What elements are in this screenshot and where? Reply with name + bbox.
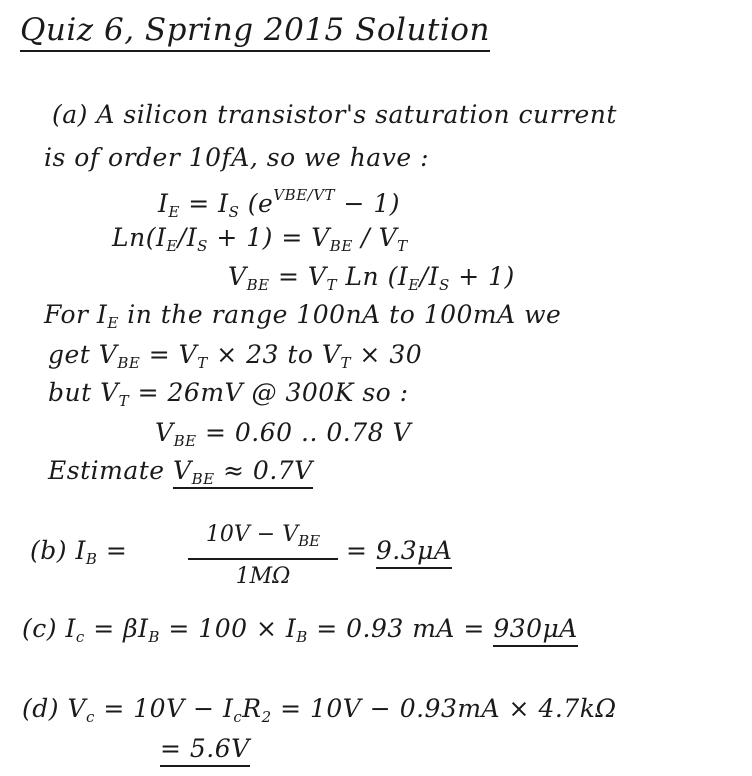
eq2-a: Ln(I: [112, 223, 167, 252]
eq2-c: + 1) = V: [207, 223, 330, 252]
line7-d: × 30: [350, 340, 423, 369]
part-c-d: = 0.93 mA =: [307, 614, 494, 643]
eq1-exponent: VBE/VT: [273, 186, 336, 204]
part-a-line-6: [44, 300, 561, 338]
part-c-a: (c) I: [22, 614, 76, 643]
part-b-result: 9.3μA: [376, 536, 453, 569]
estimate-b-sub: BE: [191, 470, 215, 488]
numerator-text: 10V − V: [205, 522, 299, 547]
part-c-a-sub: c: [75, 628, 85, 646]
eq1-mid-sub: S: [228, 203, 240, 221]
eq2-b: /I: [177, 223, 198, 252]
part-c-b-sub: B: [148, 628, 160, 646]
part-c-c-sub: B: [296, 628, 308, 646]
estimate-label: Estimate: [48, 456, 174, 485]
line7-b: = V: [140, 340, 198, 369]
eq3-e: + 1): [449, 262, 515, 291]
eq1-tail: − 1): [335, 189, 401, 218]
part-a-line-1: (a) A silicon transistor's saturation current: [52, 100, 617, 129]
eq3-b-sub: T: [326, 276, 337, 294]
eq2-d: / V: [352, 223, 398, 252]
eq3-c: Ln (I: [336, 262, 409, 291]
part-a-line-8: [48, 378, 409, 416]
line7-b-sub: T: [197, 354, 208, 372]
part-d-result-line: [160, 734, 250, 764]
part-a-line-2: is of order 10fA, so we have :: [44, 143, 429, 172]
equation-ln: [112, 223, 408, 261]
eq1-rest: (e: [239, 189, 274, 218]
line9-a: V: [155, 418, 174, 447]
fraction-denominator: 1MΩ: [235, 564, 291, 589]
part-b-eq: =: [97, 536, 128, 565]
part-d-b-sub: c: [233, 708, 243, 726]
part-b-result-eq: =: [346, 536, 368, 565]
line8-b: = 26mV @ 300K so :: [129, 378, 409, 407]
part-c-c: = 100 × I: [159, 614, 297, 643]
eq1-lhs: I: [158, 189, 169, 218]
line6-a: For I: [44, 300, 108, 329]
line7-a-sub: BE: [117, 354, 141, 372]
eq2-b-sub: S: [197, 237, 208, 255]
part-a-line-9: [155, 418, 411, 456]
page-title: Quiz 6, Spring 2015 Solution: [20, 12, 490, 52]
part-c-line: [22, 614, 578, 652]
part-d-d: = 10V − 0.93mA × 4.7kΩ: [271, 694, 617, 723]
eq2-c-sub: BE: [329, 237, 353, 255]
part-b-label: [30, 536, 127, 574]
part-d-line: [22, 694, 617, 732]
part-b-label-sub: B: [85, 550, 98, 568]
part-c-b: = βI: [84, 614, 149, 643]
part-d-result: = 5.6V: [160, 734, 250, 767]
eq3-d: /I: [419, 262, 439, 291]
line7-a: get V: [48, 340, 118, 369]
part-a-line-7: [48, 340, 422, 378]
estimate-b: V: [173, 456, 192, 485]
numerator-sub: BE: [298, 532, 321, 550]
eq2-a-sub: E: [166, 237, 178, 255]
estimate-result: [173, 456, 313, 489]
fraction-numerator: [188, 522, 338, 560]
line8-a: but V: [48, 378, 119, 407]
part-d-b: = 10V − I: [94, 694, 234, 723]
part-d-a-sub: c: [86, 708, 95, 726]
part-b-fraction: [188, 522, 338, 590]
line7-c: × 23 to V: [207, 340, 341, 369]
line6-a-sub: E: [107, 314, 119, 332]
estimate-c: ≈ 0.7V: [214, 456, 313, 485]
part-d-c-sub: 2: [261, 708, 272, 726]
part-d-c: R: [242, 694, 262, 723]
estimate-line: [48, 456, 313, 494]
eq2-d-sub: T: [397, 237, 408, 255]
part-d-a: (d) V: [22, 694, 87, 723]
line6-b: in the range 100nA to 100mA we: [118, 300, 562, 329]
eq1-lhs-sub: E: [168, 203, 180, 221]
line9-b: = 0.60 .. 0.78 V: [196, 418, 412, 447]
line9-a-sub: BE: [173, 432, 197, 450]
eq3-a-sub: BE: [246, 276, 270, 294]
part-b-label-text: (b) I: [30, 536, 86, 565]
eq3-a: V: [228, 262, 247, 291]
eq3-d-sub: S: [438, 276, 450, 294]
eq3-b: = V: [269, 262, 327, 291]
equation-ie: [158, 180, 400, 227]
part-b-result-line: [346, 536, 452, 566]
eq1-mid: = I: [179, 189, 229, 218]
part-c-result: 930μA: [493, 614, 578, 647]
eq3-c-sub: E: [408, 276, 420, 294]
equation-vbe: [228, 262, 515, 300]
line7-c-sub: T: [340, 354, 351, 372]
line8-a-sub: T: [118, 392, 130, 410]
